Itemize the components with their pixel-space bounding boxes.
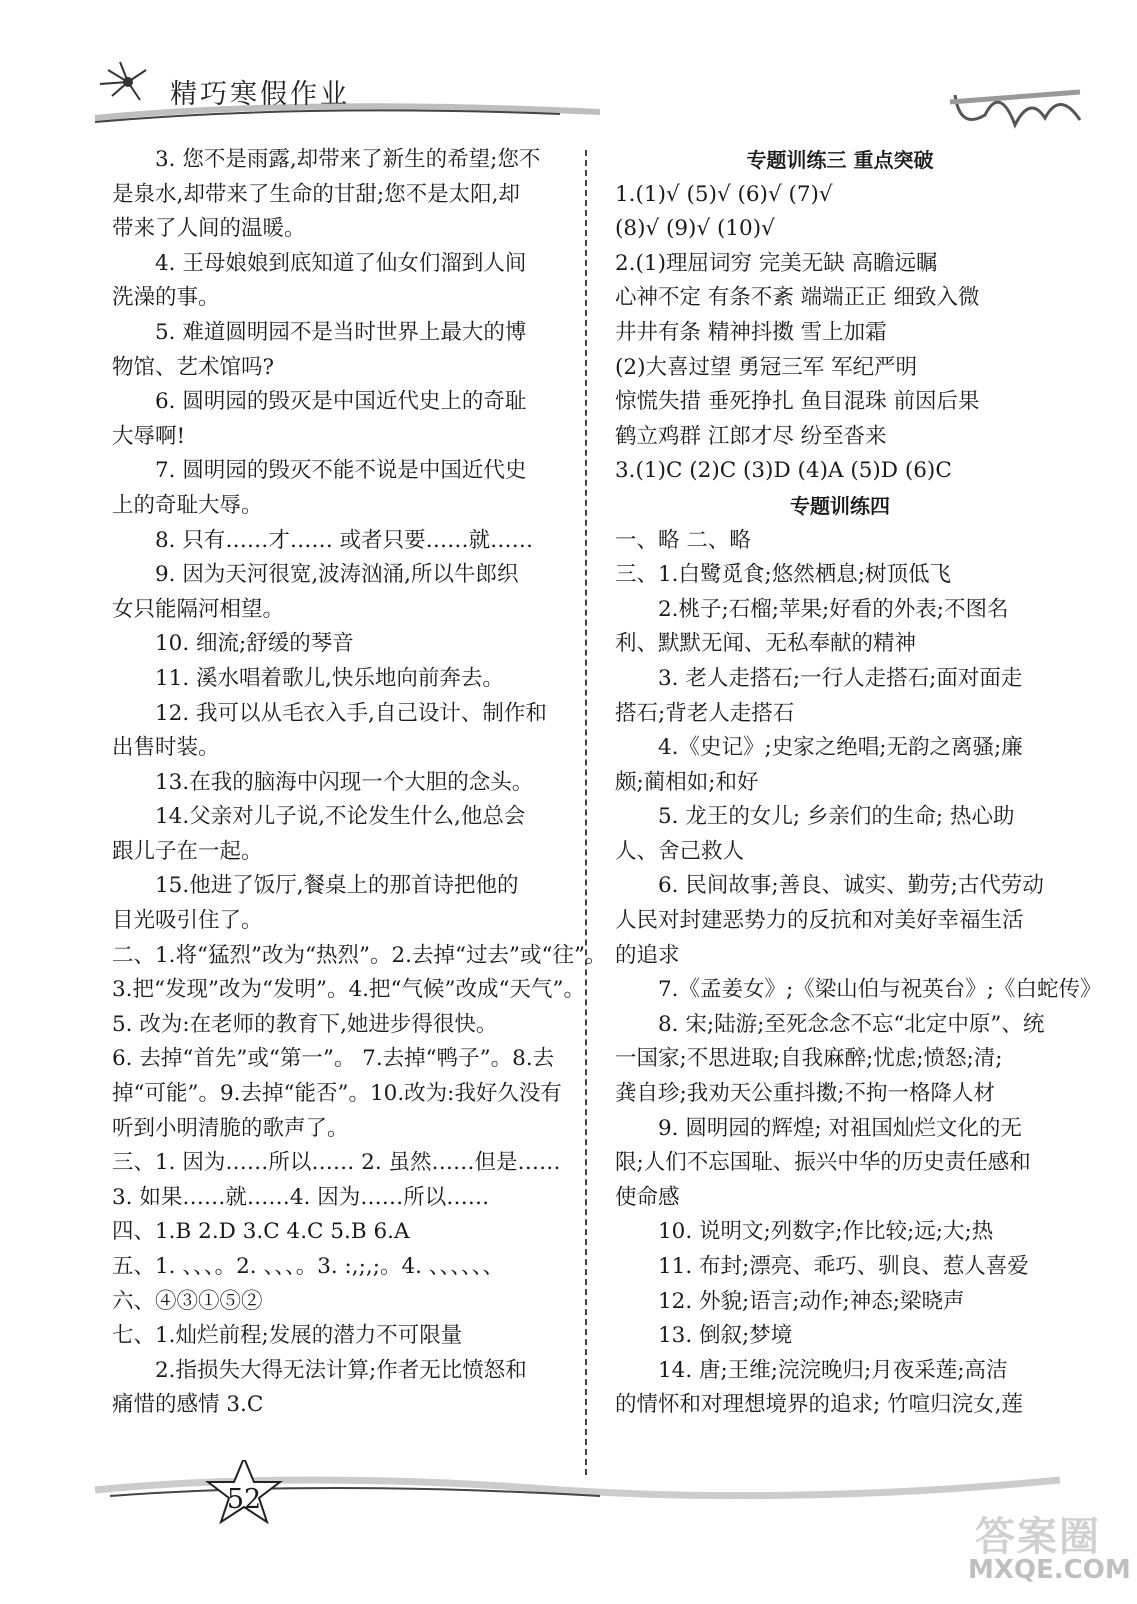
answer-line: 10. 说明文;列数字;作比较;远;大;热 [658, 1219, 994, 1245]
answer-line: 15.他进了饭厅,餐桌上的那首诗把他的 [155, 873, 519, 899]
header-title: 精巧寒假作业 [170, 79, 350, 110]
answer-line: 洗澡的事。 [112, 285, 220, 311]
answer-line: 搭石;背老人走搭石 [615, 700, 795, 726]
answer-line: 跟儿子在一起。 [112, 838, 263, 864]
answer-line: 10. 细流;舒缓的琴音 [155, 631, 354, 657]
answer-line: 三、1.白鹭觅食;悠然栖息;树顶低飞 [615, 562, 952, 588]
answer-line: 限;人们不忘国耻、振兴中华的历史责任感和 [615, 1150, 1031, 1176]
answer-line: 14.父亲对儿子说,不论发生什么,他总会 [155, 804, 526, 830]
answer-line: 四、1.B 2.D 3.C 4.C 5.B 6.A [112, 1219, 410, 1245]
answer-line: 人民对封建恶势力的反抗和对美好幸福生活 [615, 908, 1024, 934]
watermark-url: MXQE.COM [968, 1555, 1131, 1585]
answer-line: 痛惜的感情 3.C [112, 1392, 264, 1418]
page-header [0, 0, 1137, 140]
answer-line: (8)√ (9)√ (10)√ [615, 216, 775, 242]
answer-line: 7. 圆明园的毁灭不能不说是中国近代史 [155, 458, 527, 484]
answer-line: 1.(1)√ (5)√ (6)√ (7)√ [615, 181, 833, 207]
answer-line: 一国家;不思进取;自我麻醉;忧虑;愤怒;清; [615, 1046, 1003, 1072]
section-heading: 专题训练三 重点突破 [746, 148, 934, 172]
answer-line: 5. 龙王的女儿; 乡亲们的生命; 热心助 [658, 804, 1015, 830]
answer-line: 9. 圆明园的辉煌; 对祖国灿烂文化的无 [658, 1115, 1022, 1141]
page-footer [0, 1460, 1137, 1600]
answer-line: 目光吸引住了。 [112, 908, 263, 934]
answer-line: 12. 我可以从毛衣入手,自己设计、制作和 [155, 700, 547, 726]
flower-icon [100, 62, 146, 100]
answer-line: 3. 您不是雨露,却带来了新生的希望;您不 [155, 147, 541, 172]
answer-line: 4.《史记》;史家之绝唱;无韵之离骚;廉 [658, 735, 1023, 761]
answer-line: 3. 如果……就……4. 因为……所以…… [112, 1184, 490, 1210]
answer-line: 物馆、艺术馆吗? [112, 354, 275, 380]
answer-line: 3. 老人走搭石;一行人走搭石;面对面走 [658, 665, 1023, 691]
answer-line: 龚自珍;我劝天公重抖擞;不拘一格降人材 [615, 1081, 995, 1107]
header-ornament-icon [950, 92, 1080, 125]
answer-line: 人、舍己救人 [615, 838, 745, 864]
watermark-logo: 答案圈 [975, 1514, 1101, 1560]
answer-line: 颇;蔺相如;和好 [615, 769, 759, 795]
answer-line: 三、1. 因为……所以…… 2. 虽然……但是…… [112, 1150, 561, 1176]
answer-line: 13. 倒叙;梦境 [658, 1323, 793, 1349]
answer-line: 8. 只有……才…… 或者只要……就…… [155, 527, 534, 553]
answer-line: 二、1.将“猛烈”改为“热烈”。2.去掉“过去”或“往”。 [112, 942, 607, 968]
answer-line: 鹤立鸡群 江郎才尽 纷至沓来 [615, 423, 887, 449]
answer-line: 13.在我的脑海中闪现一个大胆的念头。 [155, 769, 534, 795]
column-divider [585, 150, 587, 1475]
answer-line: 一、略 二、略 [615, 527, 751, 553]
answer-line: 5. 难道圆明园不是当时世界上最大的博 [155, 319, 527, 345]
right-answer-column [615, 143, 1102, 1423]
answer-line: 的情怀和对理想境界的追求; 竹喧归浣女,莲 [615, 1392, 1023, 1418]
answer-line: 7.《孟姜女》;《梁山伯与祝英台》;《白蛇传》 [658, 977, 1102, 1003]
answer-line: 12. 外貌;语言;动作;神态;梁晓声 [658, 1288, 965, 1314]
answer-line: 出售时装。 [112, 735, 220, 761]
answer-line: 11. 布封;漂亮、乖巧、驯良、惹人喜爱 [658, 1254, 1029, 1279]
answer-line: 8. 宋;陆游;至死念念不忘“北定中原”、统 [658, 1011, 1045, 1037]
section-heading: 专题训练四 [790, 493, 890, 518]
answer-line: 6. 去掉“首先”或“第一”。 7.去掉“鸭子”。8.去 [112, 1046, 555, 1072]
answer-line: 的追求 [615, 942, 680, 968]
answer-line: 上的奇耻大辱。 [112, 492, 263, 518]
answer-line: 听到小明清脆的歌声了。 [112, 1115, 349, 1141]
answer-line: 9. 因为天河很宽,波涛汹涌,所以牛郎织 [155, 562, 519, 588]
answer-line: 女只能隔河相望。 [112, 596, 285, 622]
answer-line: 2.桃子;石榴;苹果;好看的外表;不图名 [658, 596, 1009, 622]
answer-line: 井井有条 精神抖擞 雪上加霜 [615, 319, 887, 345]
header-decoration [0, 0, 1137, 140]
answer-line: 4. 王母娘娘到底知道了仙女们溜到人间 [155, 250, 527, 276]
answer-line: 是泉水,却带来了生命的甘甜;您不是太阳,却 [112, 181, 520, 207]
answer-line: 五、1. 、、、。2. 、、、。3. :,;,;。4. 、、、、、、 [112, 1254, 505, 1279]
answer-line: 掉“可能”。9.去掉“能否”。10.改为:我好久没有 [112, 1081, 562, 1107]
page-number: 52 [226, 1484, 262, 1515]
answer-line: 利、默默无闻、无私奉献的精神 [615, 631, 917, 657]
answer-line: 2.(1)理屈词穷 完美无缺 高瞻远瞩 [615, 250, 938, 276]
answer-line: 11. 溪水唱着歌儿,快乐地向前奔去。 [155, 665, 504, 691]
footer-decoration [0, 1460, 1137, 1600]
answer-line: 带来了人间的温暖。 [112, 216, 306, 242]
answer-line: 心神不定 有条不紊 端端正正 细致入微 [615, 285, 980, 311]
answer-line: 3.把“发现”改为“发明”。4.把“气候”改成“天气”。 [112, 977, 585, 1003]
answer-line: 2.指损失大得无法计算;作者无比愤怒和 [155, 1357, 527, 1383]
answer-line: 14. 唐;王维;浣浣晚归;月夜采莲;高洁 [658, 1357, 1008, 1383]
answer-line: 使命感 [615, 1184, 680, 1210]
answer-line: (2)大喜过望 勇冠三军 军纪严明 [615, 354, 918, 380]
answer-line: 6. 民间故事;善良、诚实、勤劳;古代劳动 [658, 873, 1044, 899]
answer-line: 6. 圆明园的毁灭是中国近代史上的奇耻 [155, 389, 527, 415]
answer-line: 六、④③①⑤② [112, 1288, 263, 1314]
answer-line: 大辱啊! [112, 423, 186, 449]
left-answer-column [112, 143, 607, 1423]
answer-line: 5. 改为:在老师的教育下,她进步得很快。 [112, 1011, 498, 1037]
answer-line: 惊慌失措 垂死挣扎 鱼目混珠 前因后果 [615, 389, 980, 415]
answer-line: 3.(1)C (2)C (3)D (4)A (5)D (6)C [615, 458, 952, 484]
answer-line: 七、1.灿烂前程;发展的潜力不可限量 [112, 1323, 463, 1349]
